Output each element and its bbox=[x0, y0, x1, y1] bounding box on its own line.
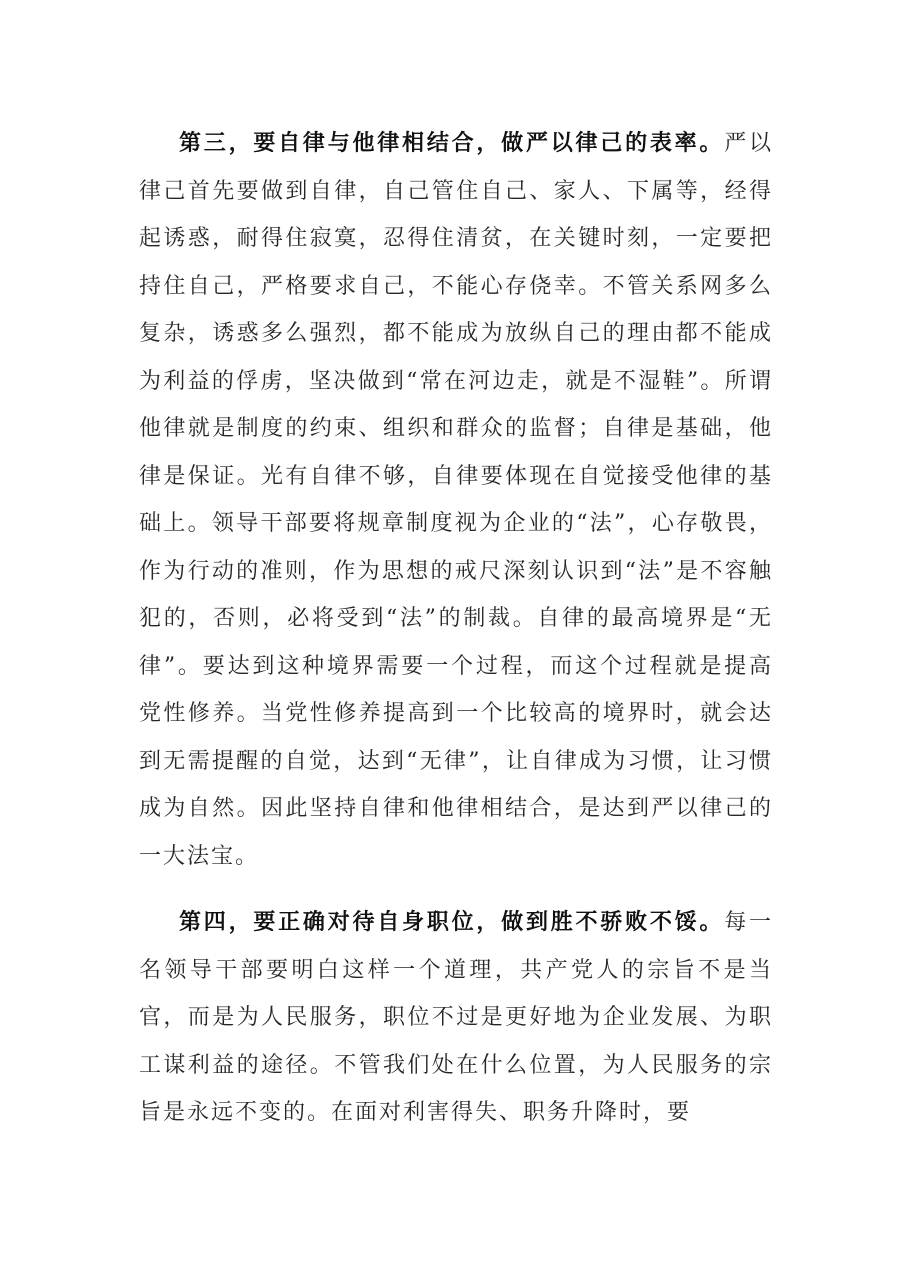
paragraph-lead-heading: 第三，要自律与他律相结合，做严以律己的表率。 bbox=[179, 130, 725, 156]
paragraph-fourth-point bbox=[139, 899, 773, 1137]
document-body bbox=[139, 120, 773, 1137]
paragraph-lead-heading: 第四，要正确对待自身职位，做到胜不骄败不馁。 bbox=[179, 909, 725, 935]
paragraph-third-point bbox=[139, 120, 773, 880]
paragraph-body-text: 每一名领导干部要明白这样一个道理，共产党人的宗旨不是当官，而是为人民服务，职位不过是更好地为企业发展、为职工谋利益的途径。不管我们处在什么位置，为人民服务的宗旨是永远不变的。在面对利害得失、职务升降时，要 bbox=[139, 910, 773, 1125]
paragraph-body-text: 严以律己首先要做到自律，自己管住自己、家人、下属等，经得起诱惑，耐得住寂寞，忍得住清贫，在关键时刻，一定要把持住自己，严格要求自己，不能心存侥幸。不管关系网多么复杂，诱惑多么强烈，都不能成为放纵自己的理由都不能成为利益的俘虏，坚决做到“常在河边走，就是不湿鞋”。所谓他律就是制度的约束、组织和群众的监督；自律是基础，他律是保证。光有自律不够，自律要体现在自觉接受他律的基础上。领导干部要将规章制度视为企业的“法”，心存敬畏，作为行动的准则，作为思想的戒尺深刻认识到“法”是不容触犯的，否则，必将受到“法”的制裁。自律的最高境界是“无律”。要达到这种境界需要一个过程，而这个过程就是提高党性修养。当党性修养提高到一个比较高的境界时，就会达到无需提醒的自觉，达到“无律”，让自律成为习惯，让习惯成为自然。因此坚持自律和他律相结合，是达到严以律己的一大法宝。 bbox=[139, 131, 773, 869]
